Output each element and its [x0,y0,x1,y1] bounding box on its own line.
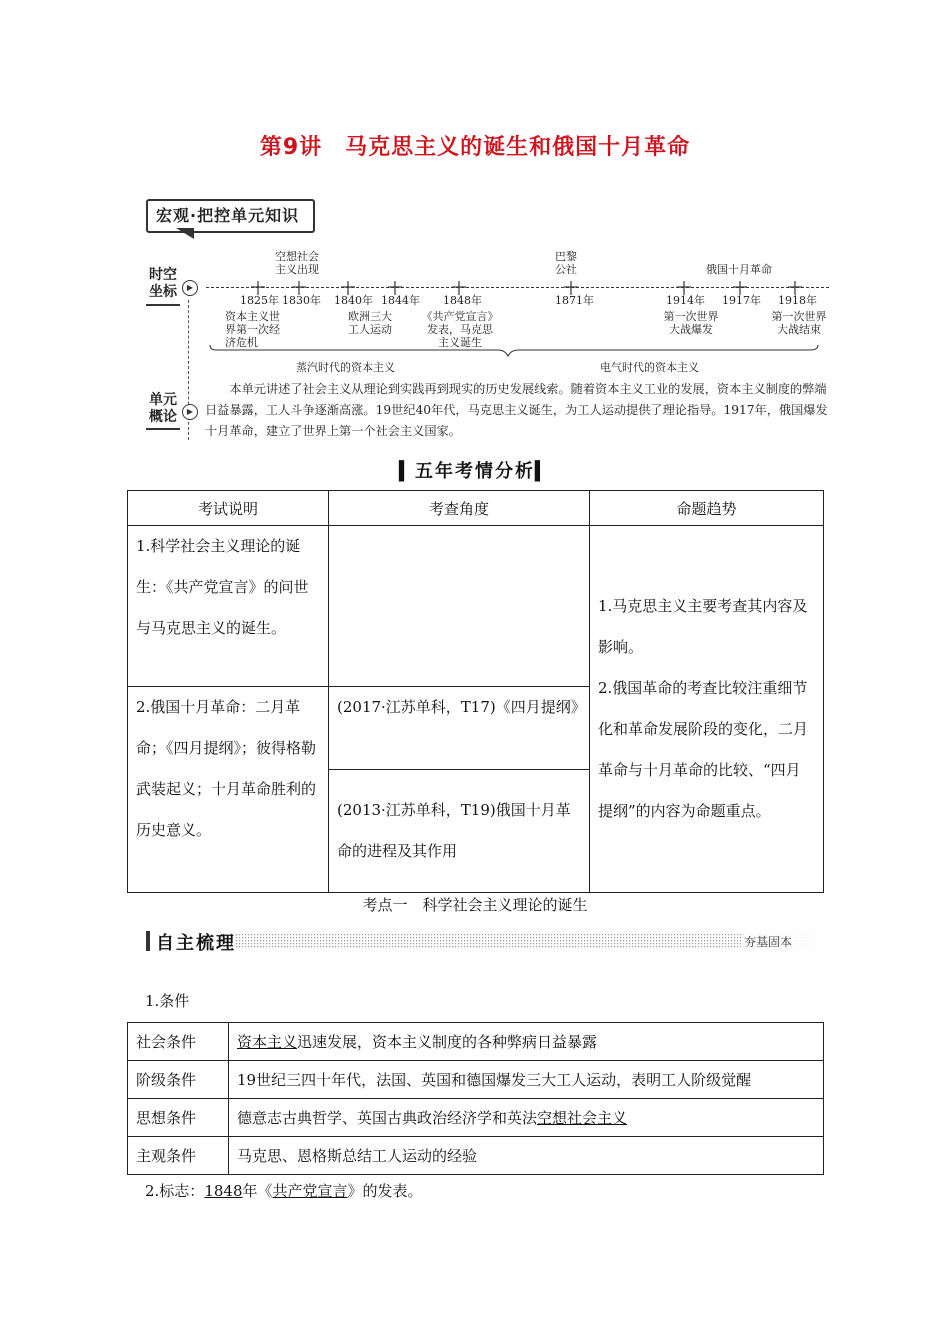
overview-side-underline [146,428,180,430]
table-row [128,1023,824,1061]
play-icon: ▶ [182,280,198,296]
table-cell: (2013·江苏单科，T19)俄国十月革命的进程及其作用 [329,770,590,893]
table-cell: 1.科学社会主义理论的诞生：《共产党宣言》的问世与马克思主义的诞生。 [128,526,329,687]
row-content: 马克思、恩格斯总结工人运动的经验 [229,1137,824,1175]
analysis-table [127,490,824,893]
row-content: 德意志古典哲学、英国古典政治经济学和英法空想社会主义 [229,1099,824,1137]
section-bar-accent [146,931,150,951]
year-label: 1840年 [334,294,373,307]
conditions-table [127,1022,824,1175]
era-brace [208,344,828,358]
overview-text: 本单元讲述了社会主义从理论到实践再到现实的历史发展线索。随着资本主义工业的发展，资本主义制度的弊端日益暴露，工人斗争逐渐高涨。19世纪40年代，马克思主义诞生，为工人运动提供了理论指导。1917年，俄国爆发十月革命，建立了世界上第一个社会主义国家。 [205,382,828,438]
timeline-note-workers: 欧洲三大 工人运动 [348,310,392,336]
timeline-side-underline [146,304,180,306]
timeline-side-label: 时空坐标 [149,267,177,300]
timeline-event-paris-commune: 巴黎 公社 [555,250,577,276]
analysis-heading: ▍五年考情分析▍ [399,461,551,482]
year-label: 1918年 [778,294,817,307]
timeline-note-ww1-start: 第一次世界 大战爆发 [663,310,719,336]
year-label: 1848年 [443,294,482,307]
section-bar [146,931,813,951]
col-header: 考试说明 [128,491,329,526]
era-electric: 电气时代的资本主义 [600,361,699,374]
row-content: 19世纪三四十年代，法国、英国和德国爆发三大工人运动，表明工人阶级觉醒 [229,1061,824,1099]
banner-tab [176,228,196,240]
timeline-event-october-revolution: 俄国十月革命 [706,263,772,276]
year-label: 1844年 [381,294,420,307]
row-content: 资本主义迅速发展，资本主义制度的各种弊病日益暴露 [229,1023,824,1061]
trend-cell: 1.马克思主义主要考查其内容及影响。 2.俄国革命的考查比较注重细节化和革命发展阶段的变化，二月革命与十月革命的比较、“四月提纲”的内容为命题重点。 [590,526,824,893]
timeline-event-utopian: 空想社会 主义出现 [275,250,319,276]
section-subtitle: 夯基固本 [744,935,793,949]
conditions-heading: 1.条件 [145,992,190,1010]
year-label: 1825年 [240,294,279,307]
table-row [128,1099,824,1137]
table-cell: 2.俄国十月革命：二月革命；《四月提纲》；彼得格勒武装起义；十月革命胜利的历史意义。 [128,687,329,893]
play-icon: ▶ [182,404,198,420]
year-label: 1917年 [722,294,761,307]
year-label: 1914年 [666,294,705,307]
page-title: 第9讲 马克思主义的诞生和俄国十月革命 [259,135,691,160]
sign-line: 2.标志：1848年《共产党宣言》的发表。 [145,1182,423,1200]
section-title: 自主梳理 [156,933,236,954]
row-label: 阶级条件 [128,1061,229,1099]
year-label: 1871年 [555,294,594,307]
overview-side-label: 单元概论 [149,392,177,425]
table-cell [329,526,590,687]
row-label: 思想条件 [128,1099,229,1137]
table-row [128,1061,824,1099]
era-steam: 蒸汽时代的资本主义 [296,361,395,374]
col-header: 考查角度 [329,491,590,526]
row-label: 社会条件 [128,1023,229,1061]
timeline-note-crisis: 资本主义世 界第一次经 济危机 [225,310,280,349]
col-header: 命题趋势 [590,491,824,526]
macro-banner-label: 宏观·把控单元知识 [156,206,300,225]
row-label: 主观条件 [128,1137,229,1175]
table-row [128,1137,824,1175]
kaodian-title: 考点一 科学社会主义理论的诞生 [362,896,588,914]
timeline-note-manifesto: 《共产党宣言》 发表，马克思 主义诞生 [421,310,499,349]
timeline-note-ww1-end: 第一次世界 大战结束 [771,310,827,336]
year-label: 1830年 [282,294,321,307]
table-cell: (2017·江苏单科，T17)《四月提纲》 [329,687,590,770]
